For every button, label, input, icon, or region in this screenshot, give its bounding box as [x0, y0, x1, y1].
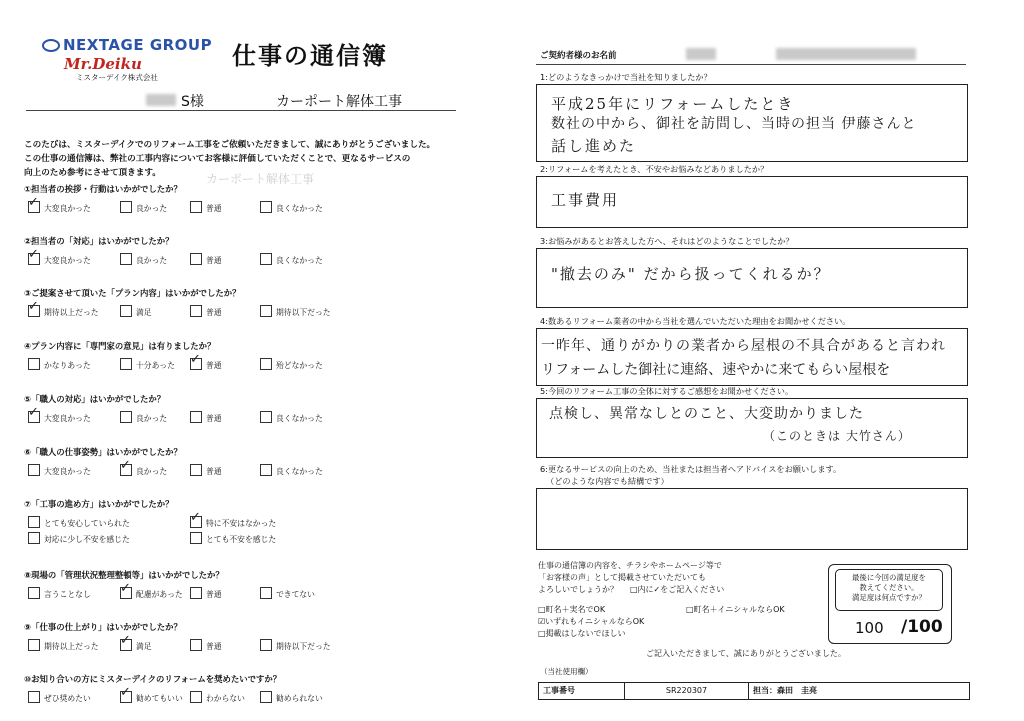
q4-answer-line: 一昨年、通りがかりの業者から屋根の不具合があると言われ [541, 338, 946, 354]
option-label: 大変良かった [44, 467, 91, 476]
customer-line [26, 90, 456, 111]
office-use-label: （当社使用欄） [540, 667, 593, 676]
permission-line: よろしいでしょうか？ [538, 585, 618, 594]
option[interactable] [190, 352, 222, 372]
q3-answer-line: "撤去のみ" だから扱ってくれるか？ [551, 265, 831, 283]
option-label: 期待以下だった [276, 308, 331, 317]
option[interactable] [190, 464, 222, 478]
option-label: 良かった [136, 414, 168, 423]
checkbox[interactable] [28, 464, 40, 476]
checkbox[interactable] [120, 253, 132, 265]
work-name: カーポート解体工事 [276, 94, 402, 110]
option[interactable] [28, 405, 91, 425]
checkbox[interactable] [120, 411, 132, 423]
option[interactable] [28, 464, 91, 478]
permission-instruction: □内に✓をご記入ください [630, 585, 725, 594]
option[interactable] [190, 691, 245, 705]
permission-option[interactable]: □町名＋実名でOK [538, 605, 606, 614]
option-label: 殆どなかった [276, 361, 323, 370]
option[interactable] [120, 201, 167, 215]
q1-answer-line: 数社の中から、御社を訪問し、当時の担当 伊藤さんと [551, 116, 917, 132]
q1-answer-line: 平成25年にリフォームしたとき [551, 95, 795, 113]
checkbox[interactable] [190, 411, 202, 423]
checkbox[interactable] [260, 411, 272, 423]
checkbox[interactable] [28, 587, 40, 599]
option[interactable] [28, 587, 91, 601]
checkbox[interactable] [190, 201, 202, 213]
checkbox[interactable] [28, 247, 40, 265]
option-row [28, 685, 468, 705]
option-label: 普通 [206, 642, 222, 651]
option-label: 良くなかった [276, 256, 323, 265]
check-mark-icon: ✓ [190, 510, 201, 525]
checkbox[interactable] [190, 532, 202, 544]
option-label: かなりあった [44, 361, 91, 370]
option-row [28, 581, 468, 601]
checkbox[interactable] [190, 305, 202, 317]
option-label: 大変良かった [44, 256, 91, 265]
permission-line: 「お客様の声」として掲載させていただいても [538, 573, 706, 582]
option[interactable] [260, 587, 315, 601]
intro-line: このたびは、ミスターデイクでのリフォーム工事をご依頼いただきまして、誠にありがとうございました。 [24, 140, 436, 150]
option[interactable] [28, 195, 91, 215]
option-row [28, 352, 468, 372]
option[interactable] [28, 247, 91, 267]
score-prompt-line: 教えてください。 [859, 583, 919, 592]
permission-option[interactable]: ☑いずれもイニシャルならOK [538, 617, 645, 626]
option-label: 普通 [206, 467, 222, 476]
option[interactable] [120, 581, 183, 601]
question-label: ⑧現場の「管理状況整理整頓等」はいかがでしたか？ [24, 570, 224, 580]
option-row [28, 458, 468, 478]
option-label: 期待以下だった [276, 642, 331, 651]
q5-label: 5:今回のリフォーム工事の全体に対するご感想をお聞かせください。 [540, 386, 794, 396]
check-mark-icon: ✓ [28, 195, 39, 210]
option-label: 良くなかった [276, 204, 323, 213]
option-label: 大変良かった [44, 204, 91, 213]
right-sheet [526, 20, 1004, 720]
question-label: ⑨「仕事の仕上がり」はいかがでしたか？ [24, 622, 182, 632]
left-sheet [6, 20, 484, 720]
check-mark-icon: ✓ [28, 247, 39, 262]
staff-label: 担当： [753, 686, 777, 695]
checkbox[interactable] [28, 532, 40, 544]
option-label: 普通 [206, 308, 222, 317]
logo-ring-icon [42, 39, 60, 52]
page-title: 仕事の通信簿 [232, 42, 388, 70]
option-row [28, 195, 468, 215]
option-row [28, 405, 468, 425]
intro-line: この仕事の通信簿は、弊社の工事内容についてお客様に評価していただくことで、更なるサービスの [24, 154, 411, 164]
option-label: とても安心していられた [44, 519, 130, 528]
q3-answer-box [536, 248, 968, 308]
name-header-label: ご契約者様のお名前 [540, 51, 617, 61]
option-label: 言うことなし [44, 590, 91, 599]
option[interactable] [28, 639, 99, 653]
option-label: 特に不安はなかった [206, 519, 277, 528]
checkbox[interactable] [120, 305, 132, 317]
q6-label: 6:更なるサービスの向上のため、当社または担当者へアドバイスをお願いします。 [540, 464, 842, 474]
checkbox[interactable] [120, 358, 132, 370]
nextage-logo [42, 36, 212, 54]
bleed-through-text: カーポート解体工事 [206, 172, 315, 186]
work-no-label: 工事番号 [539, 683, 625, 699]
option-label: 期待以上だった [44, 642, 99, 651]
score-prompt [835, 569, 943, 611]
checkbox[interactable] [190, 253, 202, 265]
option-label: 普通 [206, 204, 222, 213]
customer-name-header [536, 44, 966, 65]
check-mark-icon: ✓ [120, 581, 131, 596]
option[interactable] [190, 411, 222, 425]
option-label: 勧められない [276, 694, 323, 703]
logo-text: NEXTAGE GROUP [63, 36, 213, 54]
q5-answer-line: 点検し、異常なしとのこと、大変助かりました [549, 406, 864, 422]
checkbox[interactable] [190, 691, 202, 703]
staff-cell [749, 683, 969, 699]
checkbox[interactable] [28, 639, 40, 651]
check-mark-icon: ✓ [28, 299, 39, 314]
option-label: 良くなかった [276, 467, 323, 476]
score-box [828, 564, 952, 644]
question-label: ②担当者の「対応」はいかがでしたか？ [24, 236, 174, 246]
option[interactable] [190, 639, 222, 653]
checkbox[interactable] [120, 633, 132, 651]
redacted-surname [686, 48, 716, 60]
question-label: ⑦「工事の進め方」はいかがでしたか？ [24, 499, 174, 509]
checkbox[interactable] [260, 639, 272, 651]
checkbox[interactable] [120, 201, 132, 213]
check-mark-icon: ✓ [120, 458, 131, 473]
option-label: 普通 [206, 590, 222, 599]
option[interactable] [28, 516, 130, 530]
checkbox[interactable] [260, 305, 272, 317]
option-label: 期待以上だった [44, 308, 99, 317]
option[interactable] [120, 685, 183, 705]
redacted-address [776, 48, 916, 60]
option-row [28, 633, 468, 653]
q2-answer-box [536, 176, 968, 228]
option-label: 良かった [136, 256, 168, 265]
question-label: ④プラン内容に「専門家の意見」は有りましたか？ [24, 341, 216, 351]
option[interactable] [28, 358, 91, 372]
option-label: 勧めてもいい [136, 694, 183, 703]
option-label: 良かった [136, 204, 168, 213]
customer-suffix: S様 [181, 94, 204, 110]
option-row [28, 299, 468, 319]
checkbox[interactable] [28, 516, 40, 528]
q4-answer-line: リフォームした御社に連絡、速やかに来てもらい屋根を [541, 362, 891, 378]
checkbox[interactable] [260, 464, 272, 476]
q6-answer-box [536, 488, 968, 550]
checkbox[interactable] [190, 639, 202, 651]
check-mark-icon: ✓ [28, 405, 39, 420]
option-label: 大変良かった [44, 414, 91, 423]
option[interactable] [190, 532, 276, 546]
score-prompt-line: 満足度は何点ですか？ [852, 593, 926, 602]
option[interactable] [120, 411, 167, 425]
brand-logo: Mr.Deiku [64, 55, 142, 73]
option-label: わからない [206, 694, 245, 703]
checkbox[interactable] [260, 358, 272, 370]
checkbox[interactable] [120, 581, 132, 599]
checkbox[interactable] [260, 691, 272, 703]
option[interactable] [190, 510, 277, 530]
option-row [28, 247, 468, 267]
checkbox[interactable] [120, 685, 132, 703]
option-row [28, 510, 468, 544]
q5-answer-line: （このときは 大竹さん） [763, 429, 911, 443]
q4-answer-box [536, 328, 968, 386]
checkbox[interactable] [260, 587, 272, 599]
checkbox[interactable] [120, 458, 132, 476]
checkbox[interactable] [190, 510, 202, 528]
option[interactable] [120, 253, 167, 267]
option-label: 普通 [206, 256, 222, 265]
permission-option[interactable]: □町名＋イニシャルならOK [686, 605, 785, 614]
checkbox[interactable] [190, 352, 202, 370]
q5-answer-box [536, 398, 968, 458]
question-label: ⑥「職人の仕事姿勢」はいかがでしたか？ [24, 447, 182, 457]
staff-name: 森田 圭亮 [777, 686, 817, 695]
q4-label: 4:数あるリフォーム業者の中から当社を選んでいただいた理由をお聞かせください。 [540, 316, 851, 326]
option-label: 良かった [136, 467, 168, 476]
checkbox[interactable] [260, 201, 272, 213]
question-label: ⑤「職人の対応」はいかがでしたか？ [24, 394, 166, 404]
check-mark-icon: ✓ [120, 685, 131, 700]
checkbox[interactable] [28, 405, 40, 423]
option[interactable] [260, 691, 323, 705]
option-label: 十分あった [136, 361, 175, 370]
checkbox[interactable] [190, 464, 202, 476]
option-label: 満足 [136, 308, 152, 317]
option-label: 配慮があった [136, 590, 183, 599]
option[interactable] [260, 201, 323, 215]
option[interactable] [190, 305, 222, 319]
intro-line: 向上のため参考にさせて頂きます。 [24, 168, 161, 178]
q6-sublabel: （どのような内容でも結構です） [546, 476, 669, 486]
option[interactable] [28, 299, 99, 319]
option[interactable] [190, 253, 222, 267]
option[interactable] [260, 253, 323, 267]
permission-option[interactable]: □掲載はしないでほしい [538, 629, 626, 638]
thanks-text: ご記入いただきまして、誠にありがとうございました。 [646, 649, 846, 658]
q3-label: 3:お悩みがあるとお答えした方へ、それはどのようなことでしたか？ [540, 236, 794, 246]
company-name: ミスターデイク株式会社 [76, 73, 158, 82]
question-label: ③ご提案させて頂いた「プラン内容」はいかがでしたか？ [24, 288, 241, 298]
checkbox[interactable] [190, 587, 202, 599]
permission-line: 仕事の通信簿の内容を、チラシやホームページ等で [538, 561, 722, 570]
question-label: ①担当者の挨拶・行動はいかがでしたか？ [24, 184, 182, 194]
option[interactable] [28, 532, 130, 546]
option-label: 満足 [136, 642, 152, 651]
option[interactable] [260, 305, 331, 319]
option[interactable] [190, 587, 222, 601]
check-mark-icon: ✓ [120, 633, 131, 648]
option[interactable] [260, 358, 323, 372]
check-mark-icon: ✓ [190, 352, 201, 367]
option-label: 対応に少し不安を感じた [44, 535, 130, 544]
option[interactable] [120, 358, 175, 372]
option-label: 普通 [206, 414, 222, 423]
q2-label: 2:リフォームを考えたとき、不安やお悩みなどありましたか？ [540, 164, 769, 174]
option-label: できてない [276, 590, 315, 599]
q1-answer-line: 話し進めた [551, 137, 637, 155]
work-no-value: SR220307 [625, 683, 749, 699]
q2-answer-line: 工事費用 [551, 191, 620, 209]
option-label: ぜひ奨めたい [44, 694, 91, 703]
option[interactable] [260, 464, 323, 478]
checkbox[interactable] [28, 299, 40, 317]
option-label: 普通 [206, 361, 222, 370]
q1-label: 1:どのようなきっかけで当社を知りましたか？ [540, 72, 712, 82]
option[interactable] [260, 411, 323, 425]
intro-text [24, 138, 444, 180]
score-value: 100 [855, 619, 884, 637]
q1-answer-box [536, 84, 968, 162]
option[interactable] [120, 305, 152, 319]
footer-table [538, 682, 970, 700]
checkbox[interactable] [28, 691, 40, 703]
checkbox[interactable] [28, 358, 40, 370]
option[interactable] [260, 639, 331, 653]
redacted-name [146, 94, 176, 106]
checkbox[interactable] [260, 253, 272, 265]
option[interactable] [120, 633, 152, 653]
option[interactable] [120, 458, 168, 478]
option-label: 良くなかった [276, 414, 323, 423]
score-prompt-line: 最後に今回の満足度を [852, 573, 926, 582]
option-label: とても不安を感じた [206, 535, 277, 544]
option[interactable] [28, 691, 91, 705]
checkbox[interactable] [28, 195, 40, 213]
score-max: /100 [901, 617, 943, 637]
option[interactable] [190, 201, 222, 215]
question-label: ⑩お知り合いの方にミスターデイクのリフォームを奨めたいですか？ [24, 674, 282, 684]
